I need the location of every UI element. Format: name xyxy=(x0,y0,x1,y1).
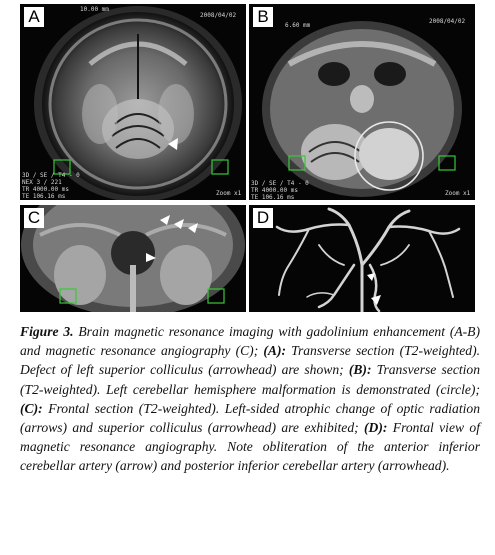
overlay-slice-thickness: 10.00 mm xyxy=(80,6,109,13)
caption-c-label: (C): xyxy=(20,400,43,416)
arrowhead-marker xyxy=(371,295,381,305)
caption-b-text: Transverse section (T2-weighted). Left cerebellar hemisphere malformation is demonstrated (circle); xyxy=(20,362,480,397)
mri-panel-c xyxy=(20,205,246,312)
mri-transverse-image-a xyxy=(20,4,246,200)
overlay-slice-thickness: 6.60 mm xyxy=(285,22,311,29)
overlay-zoom: Zoom x1 xyxy=(445,190,471,197)
mri-panel-b xyxy=(249,4,475,200)
panel-label-c: C xyxy=(24,208,44,228)
mri-panel-a xyxy=(20,4,246,200)
panel-label-d: D xyxy=(253,208,273,228)
overlay-sequence-info: 3D / SE / T4 - 0 TR 4000.00 ms TE 106.16 ms xyxy=(251,180,309,200)
caption-d-text: Frontal view of magnetic resonance angiography. Note obliteration of the anterior inferior cerebellar artery (arrow) and posterior inferior cerebellar artery (arrowhead). xyxy=(20,420,480,474)
caption-b-label: (B): xyxy=(348,362,372,378)
caption-a-text: Transverse section (T2-weighted). Defect of left superior colliculus (arrowhead) are shown; xyxy=(20,343,481,378)
mri-transverse-image-b xyxy=(249,4,475,200)
figure-label: Figure 3. xyxy=(20,324,74,339)
mra-frontal-image-d xyxy=(249,205,475,312)
caption-c-text: Frontal section (T2-weighted). Left-sided atrophic change of optic radiation (arrows) and superior colliculus (arrowhead) are exhibited; xyxy=(20,400,480,436)
panel-label-a: A xyxy=(24,7,44,27)
panel-label-b: B xyxy=(253,7,273,27)
mra-panel-d xyxy=(249,205,475,312)
caption-intro: Brain magnetic resonance imaging with gadolinium enhancement (A-B) and magnetic resonance angiography (C); xyxy=(20,324,481,359)
overlay-date: 2008/04/02 xyxy=(200,12,237,19)
mri-frontal-image-c xyxy=(20,205,246,312)
arrow-marker xyxy=(367,273,375,281)
overlay-zoom: Zoom x1 xyxy=(216,190,242,197)
overlay-sequence-info: 3D / SE / T4 - 0 NEX 3 / 221 TR 4000.00 ms TE 106.16 ms xyxy=(22,172,80,200)
caption-a-label: (A): xyxy=(263,343,287,359)
caption-d-label: (D): xyxy=(364,420,388,436)
figure-caption xyxy=(20,322,480,476)
overlay-date: 2008/04/02 xyxy=(429,18,466,25)
